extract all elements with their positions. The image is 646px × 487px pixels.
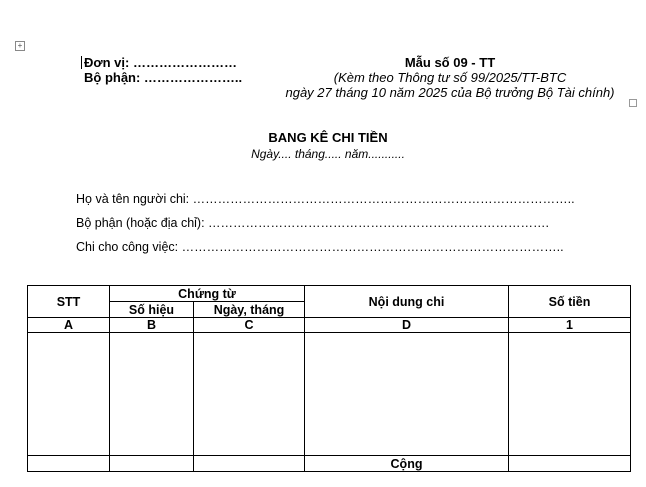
entry-cell[interactable] [509,333,631,456]
entry-cell[interactable] [28,333,110,456]
header-stt: STT [28,286,110,318]
total-cell [110,456,194,472]
table-move-handle-icon[interactable]: + [15,41,25,51]
code-cell: C [194,318,305,333]
total-label: Cộng [305,456,509,472]
code-cell: A [28,318,110,333]
total-cell [28,456,110,472]
department-field: Bộ phận: ………………….. [84,70,243,85]
document-title: BANG KÊ CHI TIỀN [268,130,388,145]
issue-date-line: ngày 27 tháng 10 năm 2025 của Bộ trưởng Bộ Tài chính) [285,85,615,100]
frame-resize-handle-icon[interactable] [629,99,637,107]
code-cell: 1 [509,318,631,333]
payer-name-field: Họ và tên người chi: ……………………………………………………………………………….. [76,192,575,206]
code-cell: B [110,318,194,333]
total-cell [194,456,305,472]
unit-field: Đơn vị: …………………… [84,55,237,70]
payer-department-field: Bộ phận (hoặc địa chỉ): ………………………………………………………………………. [76,216,549,230]
entry-cell[interactable] [305,333,509,456]
header-voucher-group: Chứng từ [110,286,305,302]
date-placeholder: Ngày.... tháng..... năm........... [251,147,405,161]
entry-cell[interactable] [194,333,305,456]
header-left [84,55,242,85]
text-cursor-icon [81,56,82,69]
circular-reference: (Kèm theo Thông tư số 99/2025/TT-BTC [333,70,567,85]
header-content: Nội dung chi [305,286,509,318]
header-amount: Số tiền [509,286,631,318]
purpose-field: Chi cho công việc: ……………………………………………………………………………….. [76,240,564,254]
entry-cell[interactable] [110,333,194,456]
code-cell: D [305,318,509,333]
header-voucher-date: Ngày, tháng [194,302,305,318]
header-voucher-number: Số hiệu [110,302,194,318]
expense-table [27,285,631,472]
form-code: Mẫu số 09 - TT [404,55,496,70]
header-right [264,55,636,100]
total-amount-cell[interactable] [509,456,631,472]
